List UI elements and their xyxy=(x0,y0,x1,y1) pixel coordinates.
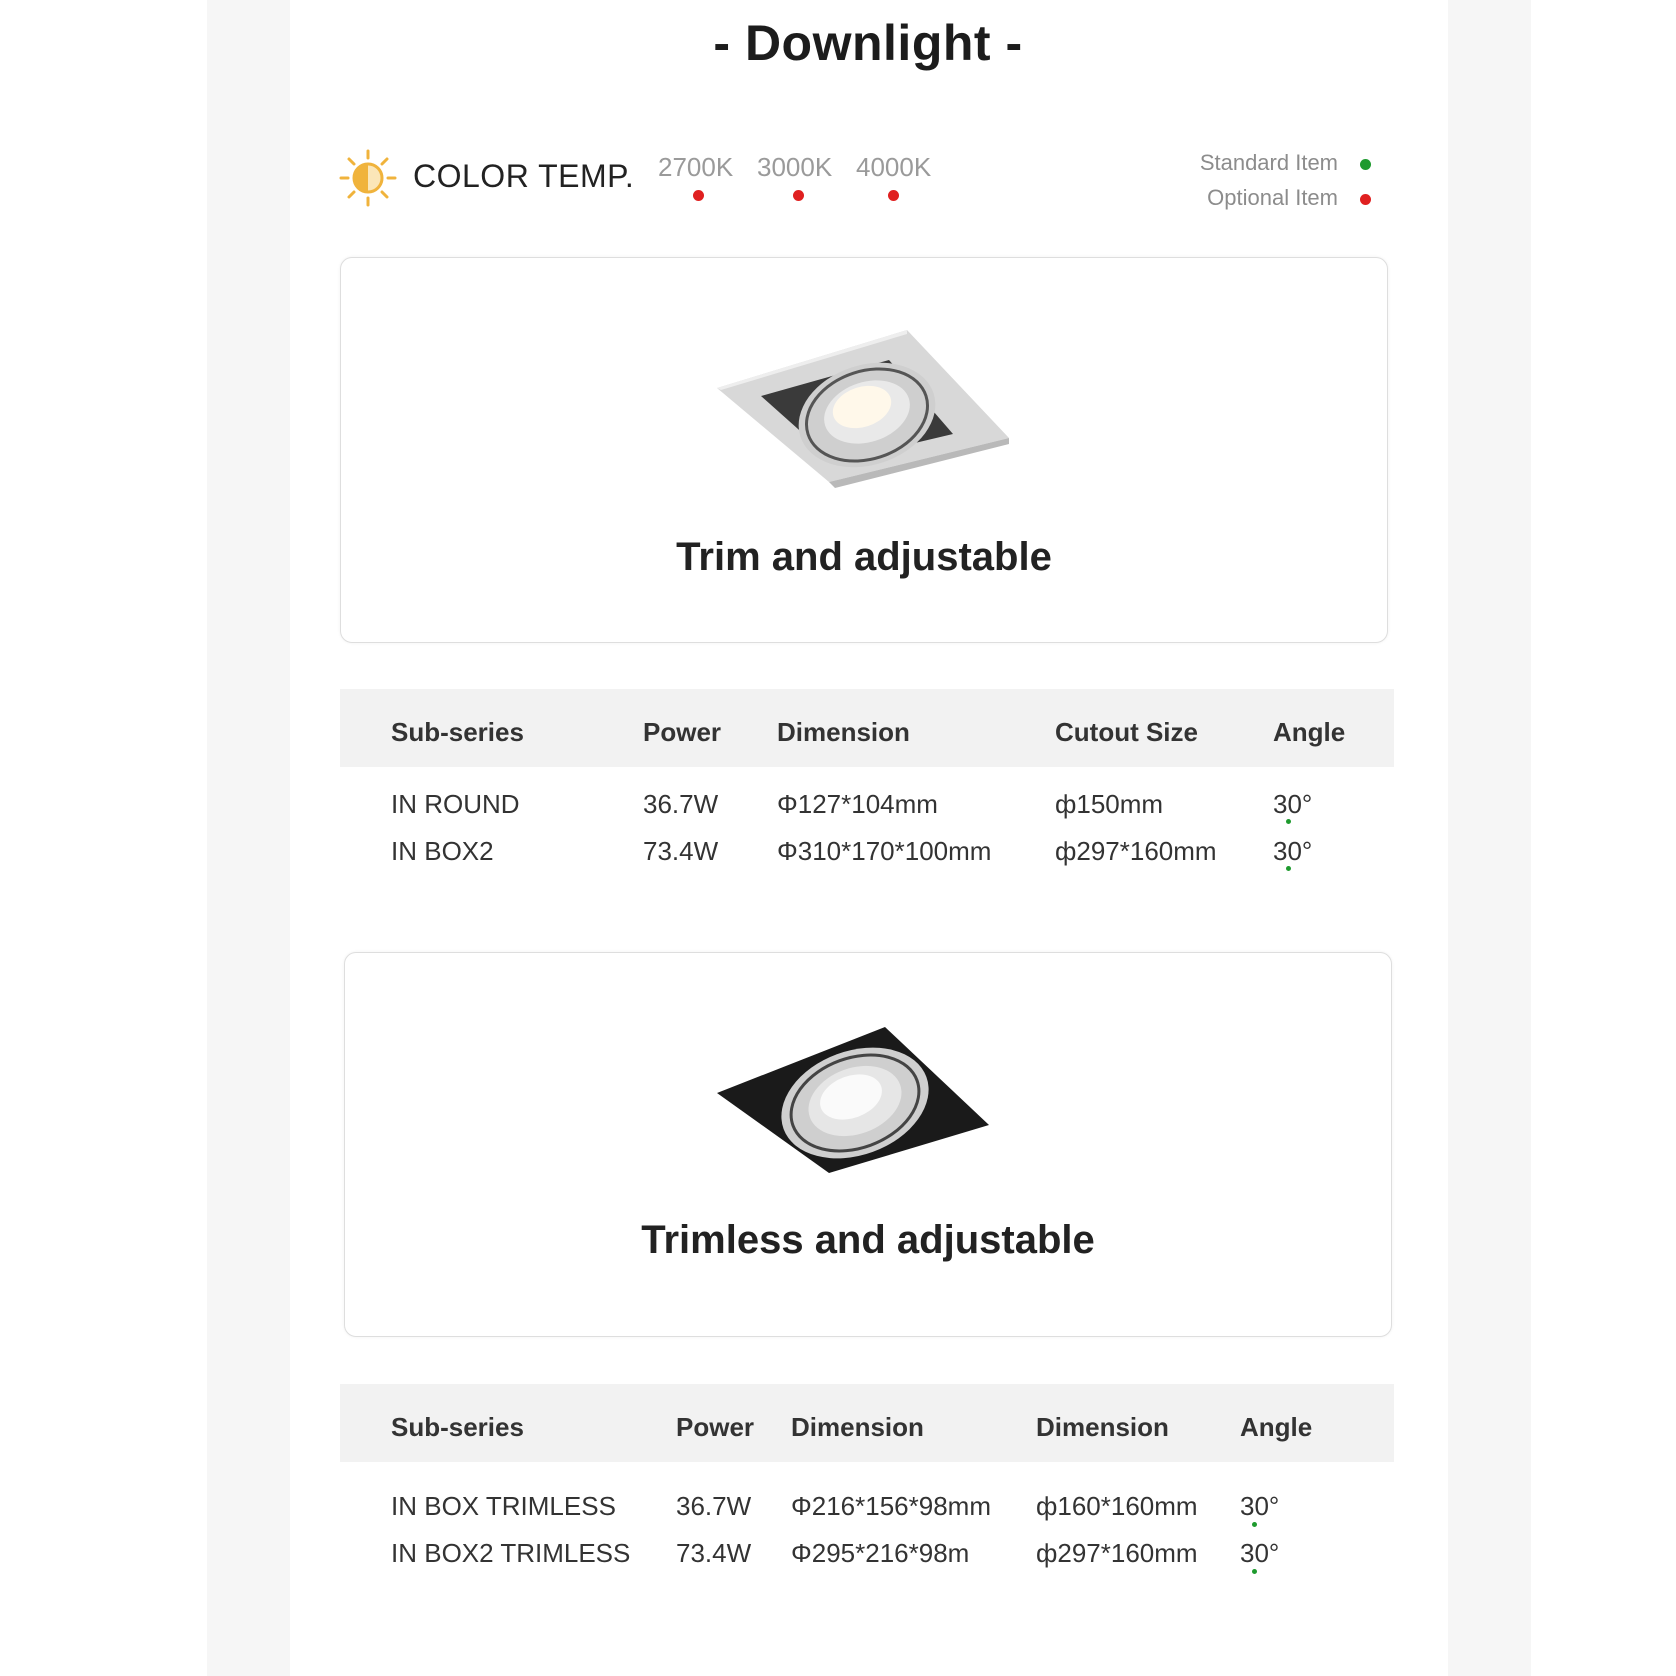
table-cell: IN BOX TRIMLESS xyxy=(391,1491,616,1521)
table-cell: 73.4W xyxy=(643,836,719,866)
column-header: Sub-series xyxy=(391,1412,524,1442)
table-cell: Φ216*156*98mm xyxy=(791,1491,991,1521)
table-cell: ф150mm xyxy=(1055,789,1164,819)
card-caption: Trimless and adjustable xyxy=(641,1218,1095,1262)
column-header: Power xyxy=(676,1412,755,1442)
column-header: Dimension xyxy=(777,717,910,747)
table-cell: IN ROUND xyxy=(391,789,520,819)
table-cell: 30° xyxy=(1273,836,1313,866)
standard-dot-icon xyxy=(1252,1569,1257,1574)
trim-downlight-image xyxy=(717,330,1017,490)
table-cell: IN BOX2 xyxy=(391,836,494,866)
standard-dot-icon xyxy=(1286,866,1291,871)
column-header: Angle xyxy=(1240,1412,1313,1442)
optional-dot-icon xyxy=(888,190,899,201)
column-header: Power xyxy=(643,717,722,747)
table-cell: 30° xyxy=(1240,1491,1280,1521)
temp-option-2700k: 2700K xyxy=(658,152,734,182)
table-cell: Φ127*104mm xyxy=(777,789,938,819)
table-cell: ф297*160mm xyxy=(1036,1538,1198,1568)
sun-icon xyxy=(338,148,398,208)
optional-dot-icon xyxy=(693,190,704,201)
table-cell: 36.7W xyxy=(643,789,719,819)
color-temp-label: COLOR TEMP. xyxy=(413,158,635,194)
card-caption: Trim and adjustable xyxy=(676,535,1052,579)
standard-dot-icon xyxy=(1360,159,1371,170)
column-header: Dimension xyxy=(791,1412,924,1442)
column-header: Angle xyxy=(1273,717,1346,747)
standard-dot-icon xyxy=(1252,1522,1257,1527)
column-header: Cutout Size xyxy=(1055,717,1198,747)
product-card-trim xyxy=(340,257,1388,643)
column-header: Dimension xyxy=(1036,1412,1169,1442)
table-cell: IN BOX2 TRIMLESS xyxy=(391,1538,631,1568)
page-title: - Downlight - xyxy=(713,15,1023,71)
legend-standard-label: Standard Item xyxy=(1199,150,1338,175)
legend-optional-label: Optional Item xyxy=(1207,185,1338,210)
trimless-downlight-image xyxy=(717,1027,997,1175)
table-cell: Φ295*216*98m xyxy=(791,1538,970,1568)
product-card-trimless xyxy=(344,952,1392,1337)
table-cell: 36.7W xyxy=(676,1491,752,1521)
temp-option-3000k: 3000K xyxy=(757,152,833,182)
column-header: Sub-series xyxy=(391,717,524,747)
table-cell: Φ310*170*100mm xyxy=(777,836,992,866)
table-cell: ф160*160mm xyxy=(1036,1491,1198,1521)
table-cell: ф297*160mm xyxy=(1055,836,1217,866)
temp-option-4000k: 4000K xyxy=(856,152,932,182)
optional-dot-icon xyxy=(1360,194,1371,205)
optional-dot-icon xyxy=(793,190,804,201)
table-cell: 30° xyxy=(1240,1538,1280,1568)
table-cell: 30° xyxy=(1273,789,1313,819)
table-cell: 73.4W xyxy=(676,1538,752,1568)
standard-dot-icon xyxy=(1286,819,1291,824)
